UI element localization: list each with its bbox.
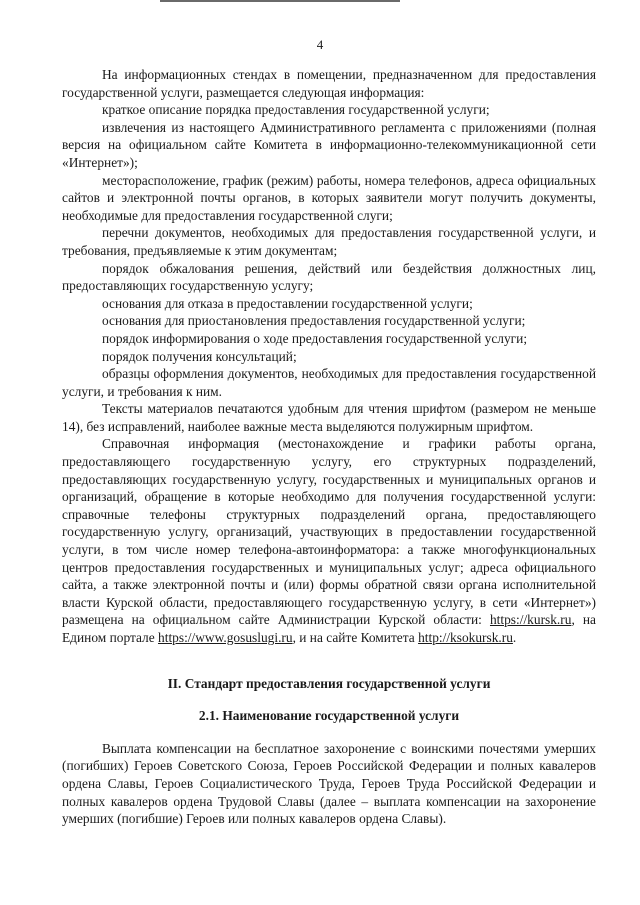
reference-text-end: . bbox=[512, 630, 517, 645]
list-item: порядок информирования о ходе предоставления государственной услуги; bbox=[102, 330, 528, 346]
page-number: 4 bbox=[316, 37, 324, 52]
reference-text-mid2: , и на сайте Комитета bbox=[292, 630, 415, 645]
list-item: порядок обжалования решения, действий или бездействия должностных лиц, предоставляющих государственную услугу; bbox=[62, 260, 596, 294]
link-kursk[interactable]: https://kursk.ru bbox=[489, 612, 572, 628]
link-ksokursk[interactable]: http://ksokursk.ru bbox=[418, 630, 513, 645]
section-heading: II. Стандарт предоставления государственной услуги bbox=[167, 675, 491, 691]
list-item: перечни документов, необходимых для предоставления государственной услуги, и требования, предъявляемые к этим документам; bbox=[62, 225, 596, 258]
list-item: месторасположение, график (режим) работы, номера телефонов, адреса официальных сайтов и электронной почты органов, в которых заявители могут получить документы, необходимые для предоставления государственной слуги; bbox=[62, 172, 596, 223]
list-item: порядок получения консультаций; bbox=[102, 348, 297, 364]
subsection-heading: 2.1. Наименование государственной услуги bbox=[198, 708, 460, 724]
list-item: основания для отказа в предоставлении государственной услуги; bbox=[102, 295, 473, 311]
paragraph-font-note: Тексты материалов печатаются удобным для чтения шрифтом (размером не меньше 14), без исправлений, наиболее важные места выделяются полужирным шрифтом. bbox=[62, 401, 596, 434]
paragraph-intro: На информационных стендах в помещении, предназначенном для предоставления государственной услуги, размещается следующая информация: bbox=[62, 67, 596, 100]
reference-text-mid1: , на Едином портале bbox=[62, 612, 596, 645]
link-gosuslugi[interactable]: https://www.gosuslugi.ru bbox=[158, 630, 293, 645]
list-item: основания для приостановления предоставления государственной услуги; bbox=[102, 313, 526, 329]
top-border-line bbox=[160, 0, 400, 2]
list-item: краткое описание порядка предоставления государственной услуги; bbox=[102, 102, 490, 118]
list-item: образцы оформления документов, необходимых для предоставления государственной услуги, и требования к ним. bbox=[62, 366, 596, 399]
document-body bbox=[62, 66, 596, 828]
list-item: извлечения из настоящего Административного регламента с приложениями (полная версия на официальном сайте Комитета в информационно-телекоммуникационной сети «Интернет»); bbox=[62, 119, 596, 170]
reference-text: Справочная информация (местонахождение и графики работы органа, предоставляющего государственную услугу, его структурных подразделений, предоставляющих государственную услугу, государственных и муниципальных органов и организаций, обращение в которые необходимо для получения государственной услуги: справочные телефоны структурных подразделений органа, предоставляющего государственную услугу, организаций, участвующих в предоставлении государственной услуги, в том числе номер телефона-автоинформатора: а также многофункциональных центров предоставления государственных и муниципальных услуг; адреса официального сайта, а также электронной почты и (или) формы обратной связи органа исполнительной власти Курской области, предоставляющего государственную услугу, в сети «Интернет») размещена на официальном сайте Администрации Курской области: bbox=[62, 436, 596, 628]
paragraph-reference-info bbox=[62, 435, 596, 646]
paragraph-service-name: Выплата компенсации на бесплатное захоронение с воинскими почестями умерших (погибших) Героев Советского Союза, Героев Российской Федерации и полных кавалеров ордена Славы, Героев Социалистического Труда, Героев Труда Российской Федерации и полных кавалеров ордена Трудовой Славы (далее – выплата компенсации на захоронение умерших (погибшие) Героев или полных кавалеров ордена Славы). bbox=[62, 740, 596, 827]
